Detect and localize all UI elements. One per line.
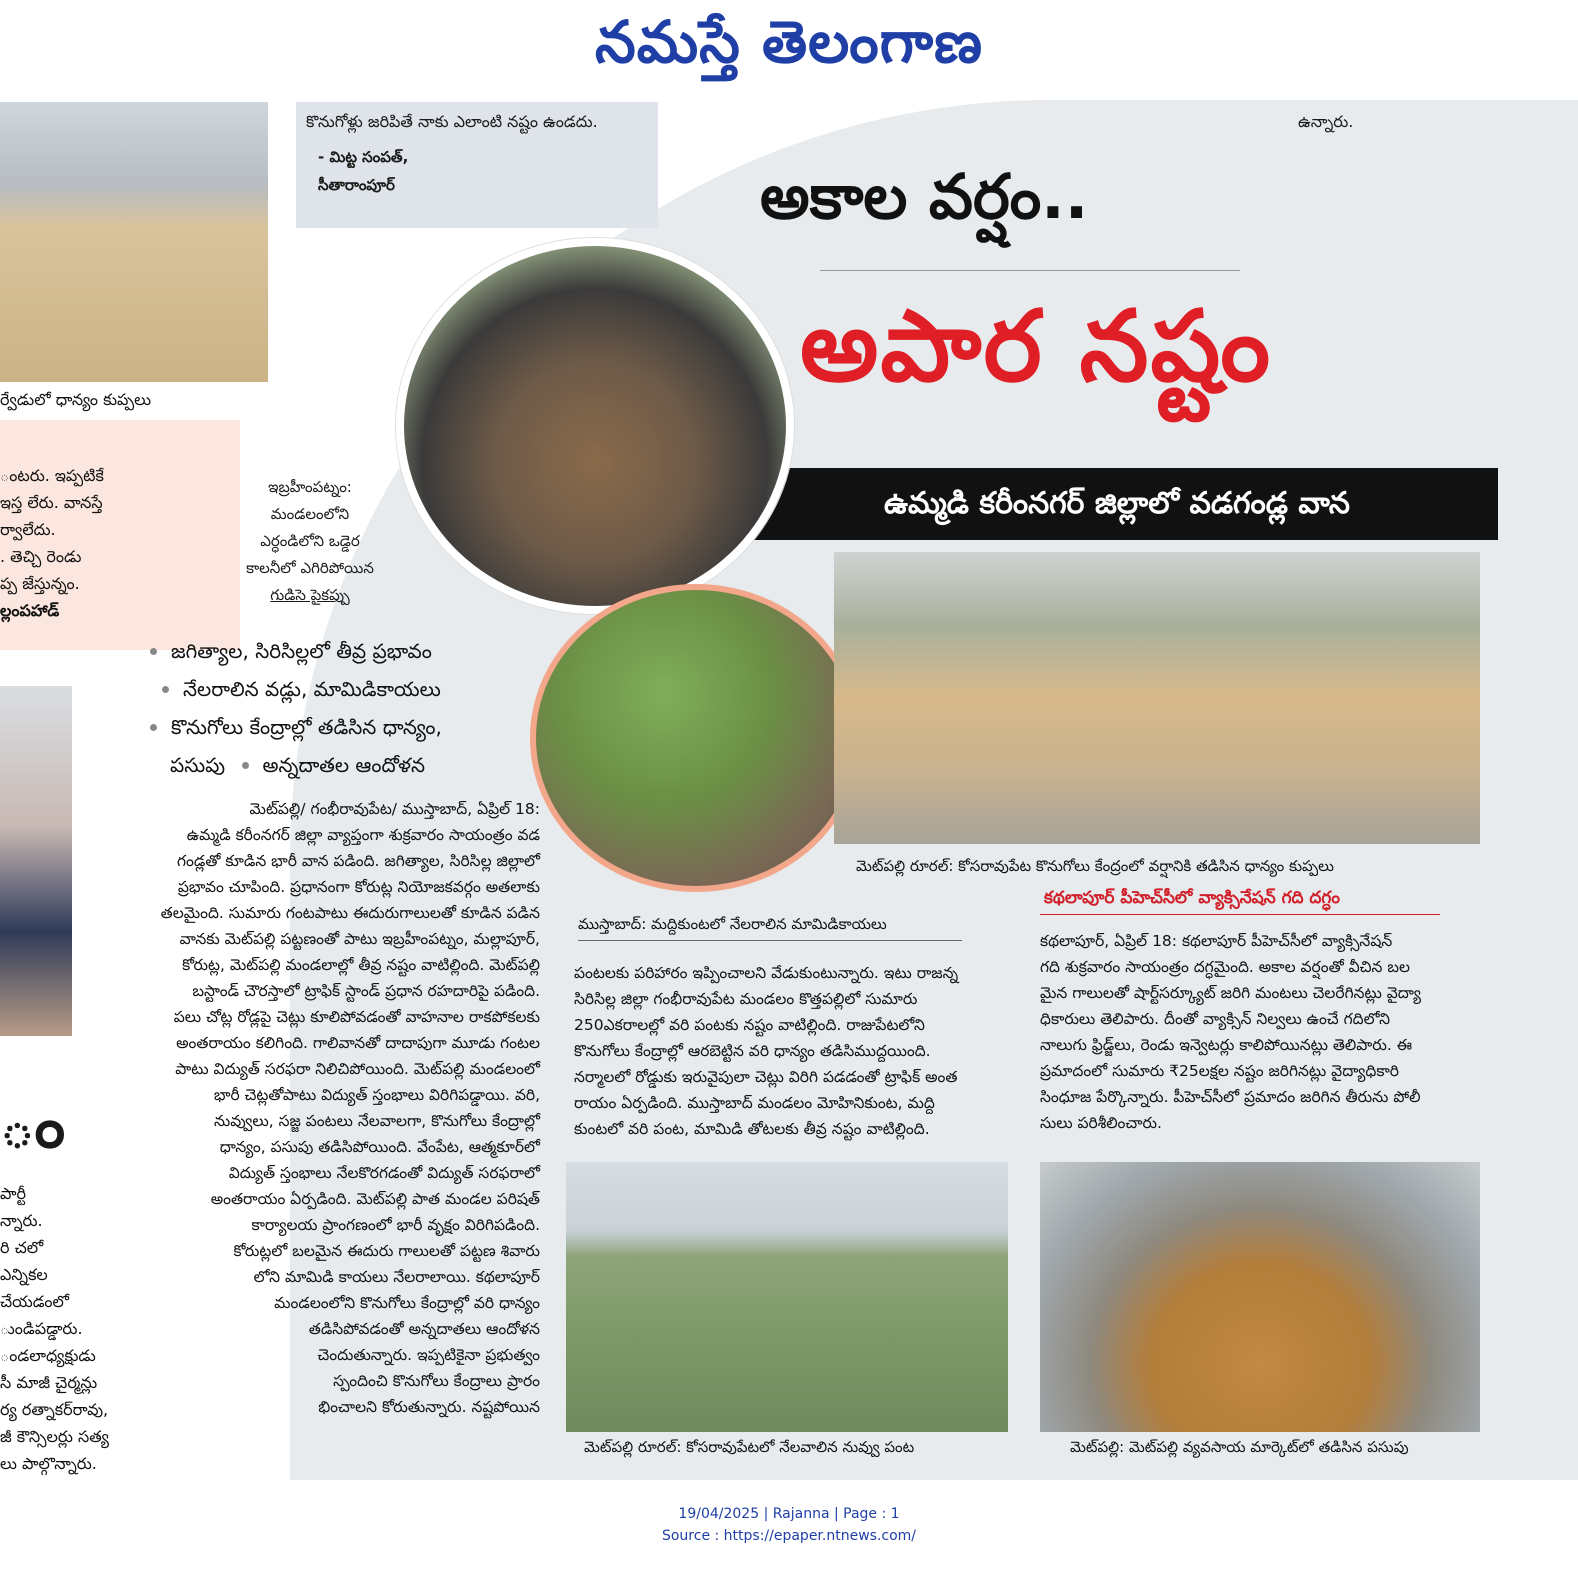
text-line: సీ మాజీ చైర్మన్లు — [0, 1373, 98, 1392]
headline-bar: ఉమ్మడి కరీంనగర్ జిల్లాలో వడగండ్ల వాన — [736, 468, 1498, 540]
text-line: కుంటలో వరి పంట, మామిడి తోటలకు తీవ్ర నష్టం వాటిల్లింది. — [574, 1120, 930, 1138]
bullet-dot — [150, 724, 157, 731]
bullet-text: జగిత్యాల, సిరిసిల్లలో తీవ్ర ప్రభావం — [171, 639, 432, 663]
text-line: ర్య రత్నాకర్‌రావు, — [0, 1400, 109, 1419]
big-letter: ం — [0, 1092, 66, 1162]
text-line: . తెచ్చి రెండు — [0, 547, 82, 566]
bullet-dot — [150, 648, 157, 655]
middle-story — [574, 960, 1014, 1142]
side-story — [1040, 928, 1480, 1136]
bullet-item — [150, 670, 520, 708]
text-line: రి చలో — [0, 1238, 44, 1257]
bullet-dot — [162, 686, 169, 693]
text-line: గది శుక్రవారం సాయంత్రం దగ్ధమైంది. అకాల వర్షంతో వీచిన బల — [1040, 958, 1410, 976]
text-line: సింధూజ పేర్కొన్నారు. పీహెచ్‌సీలో ప్రమాదం జరిగిన తీరును పోలీ — [1040, 1088, 1421, 1106]
caption-line: కాలనీలో ఎగిరిపోయిన — [246, 559, 374, 577]
text-line: ంటరు. ఇప్పటికే — [0, 466, 104, 485]
text-line: ధాన్యం, పసుపు తడిసిపోయింది. వేంపేట, ఆత్మకూర్‌లో — [219, 1138, 540, 1156]
text-line: కొనుగోలు కేంద్రాల్లో ఆరబెట్టిన వరి ధాన్యం తడిసిముద్దయింది. — [574, 1042, 931, 1060]
turmeric-caption: మెట్‌పల్లి: మెట్‌పల్లి వ్యవసాయ మార్కెట్‌లో తడిసిన పసుపు — [1070, 1438, 1409, 1456]
masthead-title: నమస్తే తెలంగాణ — [595, 8, 983, 76]
text-line: కథలాపూర్, ఏప్రిల్ 18: కథలాపూర్ పీహెచ్‌సీలో వ్యాక్సినేషన్ — [1040, 932, 1393, 950]
text-line: రాయం ఏర్పడింది. ముస్తాబాద్ మండలం మోహినికుంట, మద్ది — [574, 1094, 935, 1112]
text-line: భించాలని కోరుతున్నారు. నష్టపోయిన — [318, 1398, 540, 1416]
side-story-heading: కథలాపూర్ పీహెచ్‌సీలో వ్యాక్సినేషన్ గది దగ్ధం — [1044, 888, 1340, 908]
bullet-item — [150, 708, 520, 746]
text-line: ఉమ్మడి కరీంనగర్ జిల్లా వ్యాప్తంగా శుక్రవారం సాయంత్రం వడ — [186, 826, 540, 844]
grain-photo — [0, 102, 268, 382]
text-line: పార్టీ — [0, 1184, 26, 1203]
bullet-list — [150, 632, 520, 784]
text-line: ప్ప జేస్తున్నం. — [0, 574, 80, 593]
headline-kicker: అకాల వర్షం.. — [760, 160, 1089, 233]
text-line: ఇస్త లేరు. వానస్తే — [0, 493, 103, 512]
caption-line: ఎర్ధండిలోని ఒడ్డెర — [260, 532, 360, 550]
text-line: ర్వాలేదు. — [0, 520, 56, 539]
text-line: తలమైంది. సుమారు గంటపాటు ఈదురుగాలులతో కూడిన పడిన — [160, 904, 540, 922]
quote-text: కొనుగోళ్లు జరిపితే నాకు ఎలాంటి నష్టం ఉండదు. — [306, 112, 598, 131]
text-line: విద్యుత్ స్తంభాలు నేలకొరగడంతో విద్యుత్ సరఫరాలో — [228, 1164, 540, 1182]
quote-name: - మిట్ట సంపత్, — [318, 148, 409, 166]
text-line: ల్లంపహాడ్ — [0, 601, 60, 620]
bullet-item — [150, 632, 520, 670]
text-line: లు పాల్గొన్నారు. — [0, 1454, 97, 1473]
headline-main: అపార నష్టం — [800, 290, 1273, 404]
text-line: పలు చోట్ల రోడ్లపై చెట్లు కూలిపోవడంతో వాహనాల రాకపోకలకు — [173, 1008, 540, 1026]
text-line: అంతరాయం కలిగింది. గాలివానతో దాదాపుగా మూడు గంటల — [176, 1034, 540, 1052]
text-line: గండ్లతో కూడిన భారీ వాన పడింది. జగిత్యాల, సిరిసిల్ల జిల్లాలో — [177, 852, 540, 870]
text-line: నువ్వులు, సజ్జ పంటలు నేలవాలగా, కొనుగోలు కేంద్రాల్లో — [214, 1112, 540, 1130]
text-line: మెట్‌పల్లి/ గంభీరావుపేట/ ముస్తాబాద్, ఏప్రిల్ 18: — [249, 800, 540, 818]
text-line: ుండిపడ్డారు. — [0, 1319, 83, 1338]
sesame-caption: మెట్‌పల్లి రూరల్: కోసరావుపేటలో నేలవాలిన నువ్వు పంట — [584, 1438, 915, 1456]
headline-rule — [820, 270, 1240, 271]
text-line: తడిసిపోవడంతో అన్నదాతలు ఆందోళన — [308, 1320, 540, 1338]
text-line: స్పందించి కొనుగోలు కేంద్రాలు ప్రారం — [333, 1372, 540, 1390]
field-caption: మెట్‌పల్లి రూరల్: కోసరావుపేట కొనుగోలు కేంద్రంలో వర్షానికి తడిసిన ధాన్యం కుప్పలు — [856, 857, 1334, 875]
caption-line: గుడిసె పైకప్పు — [270, 586, 350, 604]
text-line: మైన గాలులతో షార్ట్‌సర్క్యూట్ జరిగి మంటలు చెలరేగినట్లు వైద్యా — [1040, 984, 1421, 1002]
mango-caption: ముస్తాబాద్: మద్దికుంటలో నేలరాలిన మామిడికాయలు — [578, 915, 887, 933]
text-line: ఎన్నికల — [0, 1265, 48, 1284]
mango-photo — [530, 584, 862, 892]
text-line: పంటలకు పరిహారం ఇప్పించాలని వేడుకుంటున్నారు. ఇటు రాజన్న — [574, 964, 959, 982]
quote-place: సీతారాంపూర్ — [318, 176, 395, 194]
caption-line: మండలంలోని — [270, 505, 350, 523]
text-line: కోరుట్లలో బలమైన ఈదురు గాలులతో పట్టణ శివారు — [233, 1242, 540, 1260]
text-line: ండలాధ్యక్షుడు — [0, 1346, 96, 1365]
person-photo — [0, 686, 72, 1036]
text-line: కోరుట్ల, మెట్‌పల్లి మండలాల్లో తీవ్ర నష్టం వాటిల్లింది. మెట్‌పల్లి — [182, 956, 540, 974]
top-right-fragment: ఉన్నారు. — [1298, 112, 1354, 131]
bullet-text: అన్నదాతల ఆందోళన — [262, 753, 426, 777]
text-line: బస్టాండ్ చౌరస్తాలో ట్రాఫిక్ స్టాండ్ ప్రధాన రహదారిపై పడింది. — [192, 982, 540, 1000]
sesame-crop-photo — [566, 1162, 1008, 1432]
left-column-text — [0, 462, 240, 624]
text-line: భారీ చెట్లతోపాటు విద్యుత్ స్తంభాలు విరిగిపడ్డాయి. వరి, — [213, 1086, 540, 1104]
text-line: నాలుగు ఫ్రిడ్జ్‌లు, రెండు ఇన్వెటర్లు కాలిపోయినట్లు తెలిపారు. ఈ — [1040, 1036, 1413, 1054]
text-line: వానకు మెట్‌పల్లి పట్టణంతో పాటు ఇబ్రహీంపట్నం, మల్లాపూర్, — [179, 930, 540, 948]
text-line: అంతరాయం ఏర్పడింది. మెట్‌పల్లి పాత మండల పరిషత్ — [210, 1190, 540, 1208]
text-line: కార్యాలయ ప్రాంగణంలో భారీ వృక్షం విరిగిపడింది. — [251, 1216, 540, 1234]
text-line: మండలంలోని కొనుగోలు కేంద్రాల్లో వరి ధాన్యం — [274, 1294, 540, 1312]
hut-photo — [396, 238, 794, 614]
text-line: ధికారులు తెలిపారు. దీంతో వ్యాక్సిన్ నిల్వలు ఉంచే గదిలోని — [1040, 1010, 1391, 1028]
text-line: చేయడంలో — [0, 1292, 69, 1311]
text-line: పాటు విద్యుత్ సరఫరా నిలిచిపోయింది. మెట్‌పల్లి మండలంలో — [175, 1060, 540, 1078]
wet-grain-field-photo — [834, 552, 1480, 844]
bullet-item — [150, 746, 520, 784]
bullet-text: నేలరాలిన వడ్లు, మామిడికాయలు — [183, 677, 441, 701]
side-heading-rule — [1040, 914, 1440, 915]
caption-line: ఇబ్రహీంపట్నం: — [268, 478, 352, 496]
bullet-text: కొనుగోలు కేంద్రాల్లో తడిసిన ధాన్యం, — [171, 715, 442, 739]
text-line: న్నారు. — [0, 1211, 43, 1230]
text-line: లోని మామిడి కాయలు నేలరాలాయి. కథలాపూర్ — [253, 1268, 540, 1286]
hut-caption — [230, 474, 390, 609]
bullet-text: పసుపు — [170, 753, 226, 777]
footer-source: Source : https://epaper.ntnews.com/ — [661, 1528, 917, 1544]
text-line: చెందుతున్నారు. ఇప్పటికైనా ప్రభుత్వం — [317, 1346, 540, 1364]
footer-date: 19/04/2025 | Rajanna | Page : 1 — [678, 1506, 900, 1522]
main-story — [110, 796, 540, 1420]
bullet-dot — [242, 762, 249, 769]
left-photo-caption: ర్వేడులో ధాన్యం కుప్పలు — [0, 390, 152, 409]
text-line: నర్మాలలో రోడ్డుకు ఇరువైపులా చెట్లు విరిగి పడడంతో ట్రాఫిక్ అంత — [574, 1068, 958, 1086]
text-line: ప్రభావం చూపింది. ప్రధానంగా కోరుట్ల నియోజకవర్గం అతలాకు — [177, 878, 540, 896]
text-line: సులు పరిశీలించారు. — [1040, 1114, 1162, 1132]
caption-rule — [578, 940, 962, 941]
text-line: సిరిసిల్ల జిల్లా గంభీరావుపేట మండలం కొత్తపల్లిలో సుమారు — [574, 990, 918, 1008]
text-line: 250ఎకరాలల్లో వరి పంటకు నష్టం వాటిల్లింది. రాజుపేటలోని — [574, 1016, 925, 1034]
text-line: ప్రమాదంలో సుమారు ₹25లక్షల నష్టం జరిగినట్లు వైద్యాధికారి — [1040, 1062, 1399, 1080]
text-line: జీ కౌన్సిలర్లు సత్య — [0, 1427, 109, 1446]
turmeric-pile-photo — [1040, 1162, 1480, 1432]
